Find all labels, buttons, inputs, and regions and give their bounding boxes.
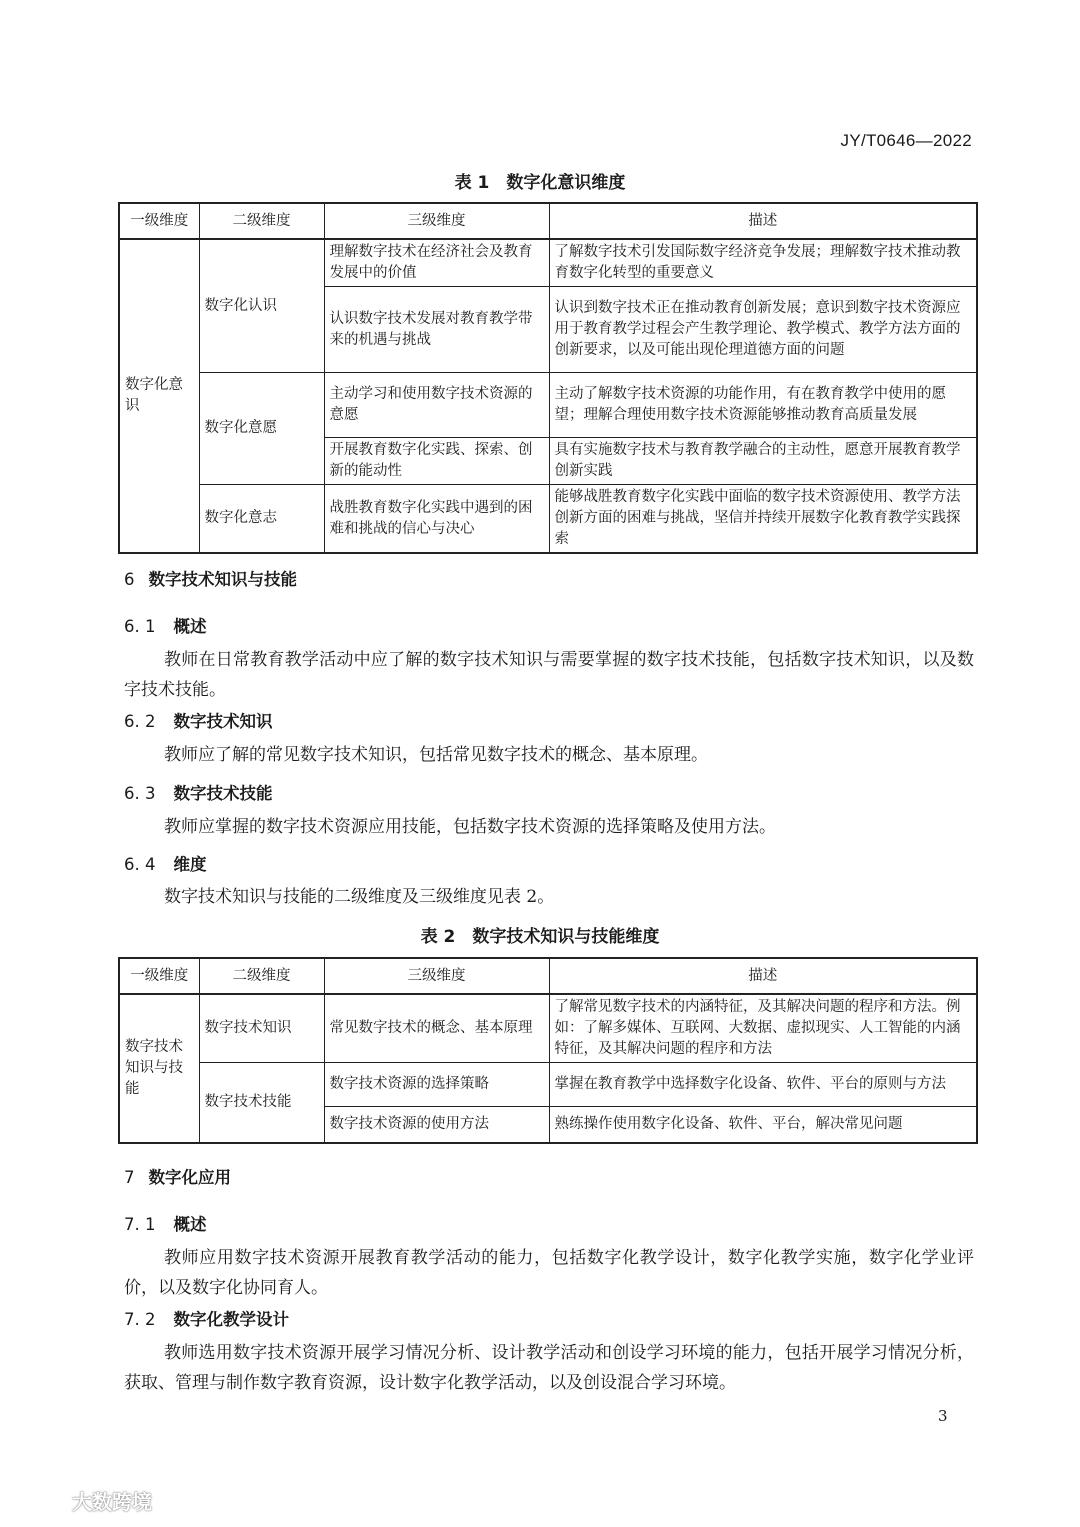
section-number: 7. 1 [124, 1215, 156, 1234]
table2-level3-cell: 常见数字技术的概念、基本原理 [324, 994, 549, 1063]
table-row [119, 485, 977, 554]
section-number: 6. 2 [124, 712, 156, 731]
table1-title: 表 1 数字化意识维度 [454, 173, 626, 193]
table-row [119, 994, 977, 1063]
table1-header-level2: 二级维度 [199, 203, 324, 239]
table1 [118, 202, 978, 554]
table1-desc-cell: 能够战胜教育数字化实践中面临的数字技术资源使用、教学方法创新方面的困难与挑战，坚信并持续开展数字化教育教学实践探索 [549, 485, 977, 554]
table1-desc-cell: 具有实施数字技术与教育教学融合的主动性，愿意开展教育教学创新实践 [549, 438, 977, 485]
section-title: 维度 [173, 855, 207, 874]
watermark [18, 1486, 152, 1515]
table-row [119, 239, 977, 287]
table2-desc-cell: 掌握在教育教学中选择数字化设备、软件、平台的原则与方法 [549, 1063, 977, 1107]
section-title: 数字技术知识 [173, 712, 273, 731]
section-6-2-text: 教师应了解的常见数字技术知识，包括常见数字技术的概念、基本原理。 [164, 745, 708, 765]
table2-level2-cell: 数字技术技能 [199, 1063, 324, 1143]
table1-desc-cell: 主动了解数字技术资源的功能作用，有在教育教学中使用的愿望；理解合理使用数字技术资源能够推动教育高质量发展 [549, 373, 977, 438]
page-number: 3 [938, 1407, 948, 1425]
table1-header-level1: 一级维度 [119, 203, 199, 239]
table1-desc-cell: 了解数字技术引发国际数字经济竞争发展；理解数字技术推动教育数字化转型的重要意义 [549, 239, 977, 287]
document-code: JY/T0646—2022 [840, 131, 972, 150]
section-7-2-text: 教师选用数字技术资源开展学习情况分析、设计教学活动和创设学习环境的能力，包括开展学习情况分析，获取、管理与制作数字教育资源，设计数字化教学活动，以及创设混合学习环境。 [124, 1343, 974, 1393]
table1-level3-cell: 战胜教育数字化实践中遇到的困难和挑战的信心与决心 [324, 485, 549, 554]
table1-header-description: 描述 [549, 203, 977, 239]
table2-desc-cell: 熟练操作使用数字化设备、软件、平台，解决常见问题 [549, 1107, 977, 1143]
table-row [119, 1063, 977, 1107]
section-7-2-heading [124, 1306, 289, 1330]
table2-header-level2: 二级维度 [199, 958, 324, 994]
table2-level2-cell: 数字技术知识 [199, 994, 324, 1063]
section-6-heading [124, 566, 297, 590]
table1-level3-cell: 理解数字技术在经济社会及教育发展中的价值 [324, 239, 549, 287]
table2-header-level1: 一级维度 [119, 958, 199, 994]
table2-header-description: 描述 [549, 958, 977, 994]
section-6-1-text: 教师在日常教育教学活动中应了解的数字技术知识与需要掌握的数字技术技能，包括数字技术知识，以及数字技术技能。 [124, 650, 974, 700]
section-title: 数字化应用 [148, 1168, 231, 1187]
watermark-logo-icon [18, 1491, 66, 1511]
table1-level3-cell: 认识数字技术发展对教育教学带来的机遇与挑战 [324, 287, 549, 373]
section-number: 7. 2 [124, 1310, 156, 1329]
table1-level2-cell: 数字化认识 [199, 239, 324, 373]
table1-level2-cell: 数字化意愿 [199, 373, 324, 485]
table2-title: 表 2 数字技术知识与技能维度 [420, 927, 660, 947]
table2-level3-cell: 数字技术资源的使用方法 [324, 1107, 549, 1143]
section-title: 概述 [173, 617, 207, 636]
table1-level3-cell: 主动学习和使用数字技术资源的意愿 [324, 373, 549, 438]
section-6-3-heading [124, 780, 273, 804]
section-title: 数字化教学设计 [173, 1310, 289, 1329]
section-number: 6. 4 [124, 855, 156, 874]
table2-level1-cell: 数字技术知识与技能 [119, 994, 199, 1143]
section-number: 6. 1 [124, 617, 156, 636]
section-number: 7 [124, 1168, 135, 1187]
table-row [119, 373, 977, 438]
watermark-text: 大数跨境 [72, 1490, 152, 1514]
section-number: 6. 3 [124, 784, 156, 803]
section-title: 数字技术技能 [173, 784, 273, 803]
section-number: 6 [124, 570, 135, 589]
table1-header-level3: 三级维度 [324, 203, 549, 239]
section-6-4-heading [124, 851, 207, 875]
table1-level2-cell: 数字化意志 [199, 485, 324, 554]
section-6-1-heading [124, 613, 207, 637]
table2-level3-cell: 数字技术资源的选择策略 [324, 1063, 549, 1107]
table2-desc-cell: 了解常见数字技术的内涵特征，及其解决问题的程序和方法。例如：了解多媒体、互联网、大数据、虚拟现实、人工智能的内涵特征，及其解决问题的程序和方法 [549, 994, 977, 1063]
section-title: 数字技术知识与技能 [148, 570, 297, 589]
section-6-4-text: 数字技术知识与技能的二级维度及三级维度见表 2。 [164, 887, 555, 907]
section-7-1-text: 教师应用数字技术资源开展教育教学活动的能力，包括数字化教学设计，数字化教学实施，数字化学业评价，以及数字化协同育人。 [124, 1248, 974, 1298]
section-6-2-heading [124, 708, 273, 732]
section-7-1-heading [124, 1211, 207, 1235]
table2 [118, 957, 978, 1144]
table1-level1-cell: 数字化意识 [119, 239, 199, 553]
section-7-heading [124, 1164, 231, 1188]
table1-desc-cell: 认识到数字技术正在推动教育创新发展；意识到数字技术资源应用于教育教学过程会产生教学理论、教学模式、教学方法方面的创新要求，以及可能出现伦理道德方面的问题 [549, 287, 977, 373]
section-6-3-text: 教师应掌握的数字技术资源应用技能，包括数字技术资源的选择策略及使用方法。 [164, 817, 776, 837]
table2-header-level3: 三级维度 [324, 958, 549, 994]
section-title: 概述 [173, 1215, 207, 1234]
table1-level3-cell: 开展教育数字化实践、探索、创新的能动性 [324, 438, 549, 485]
